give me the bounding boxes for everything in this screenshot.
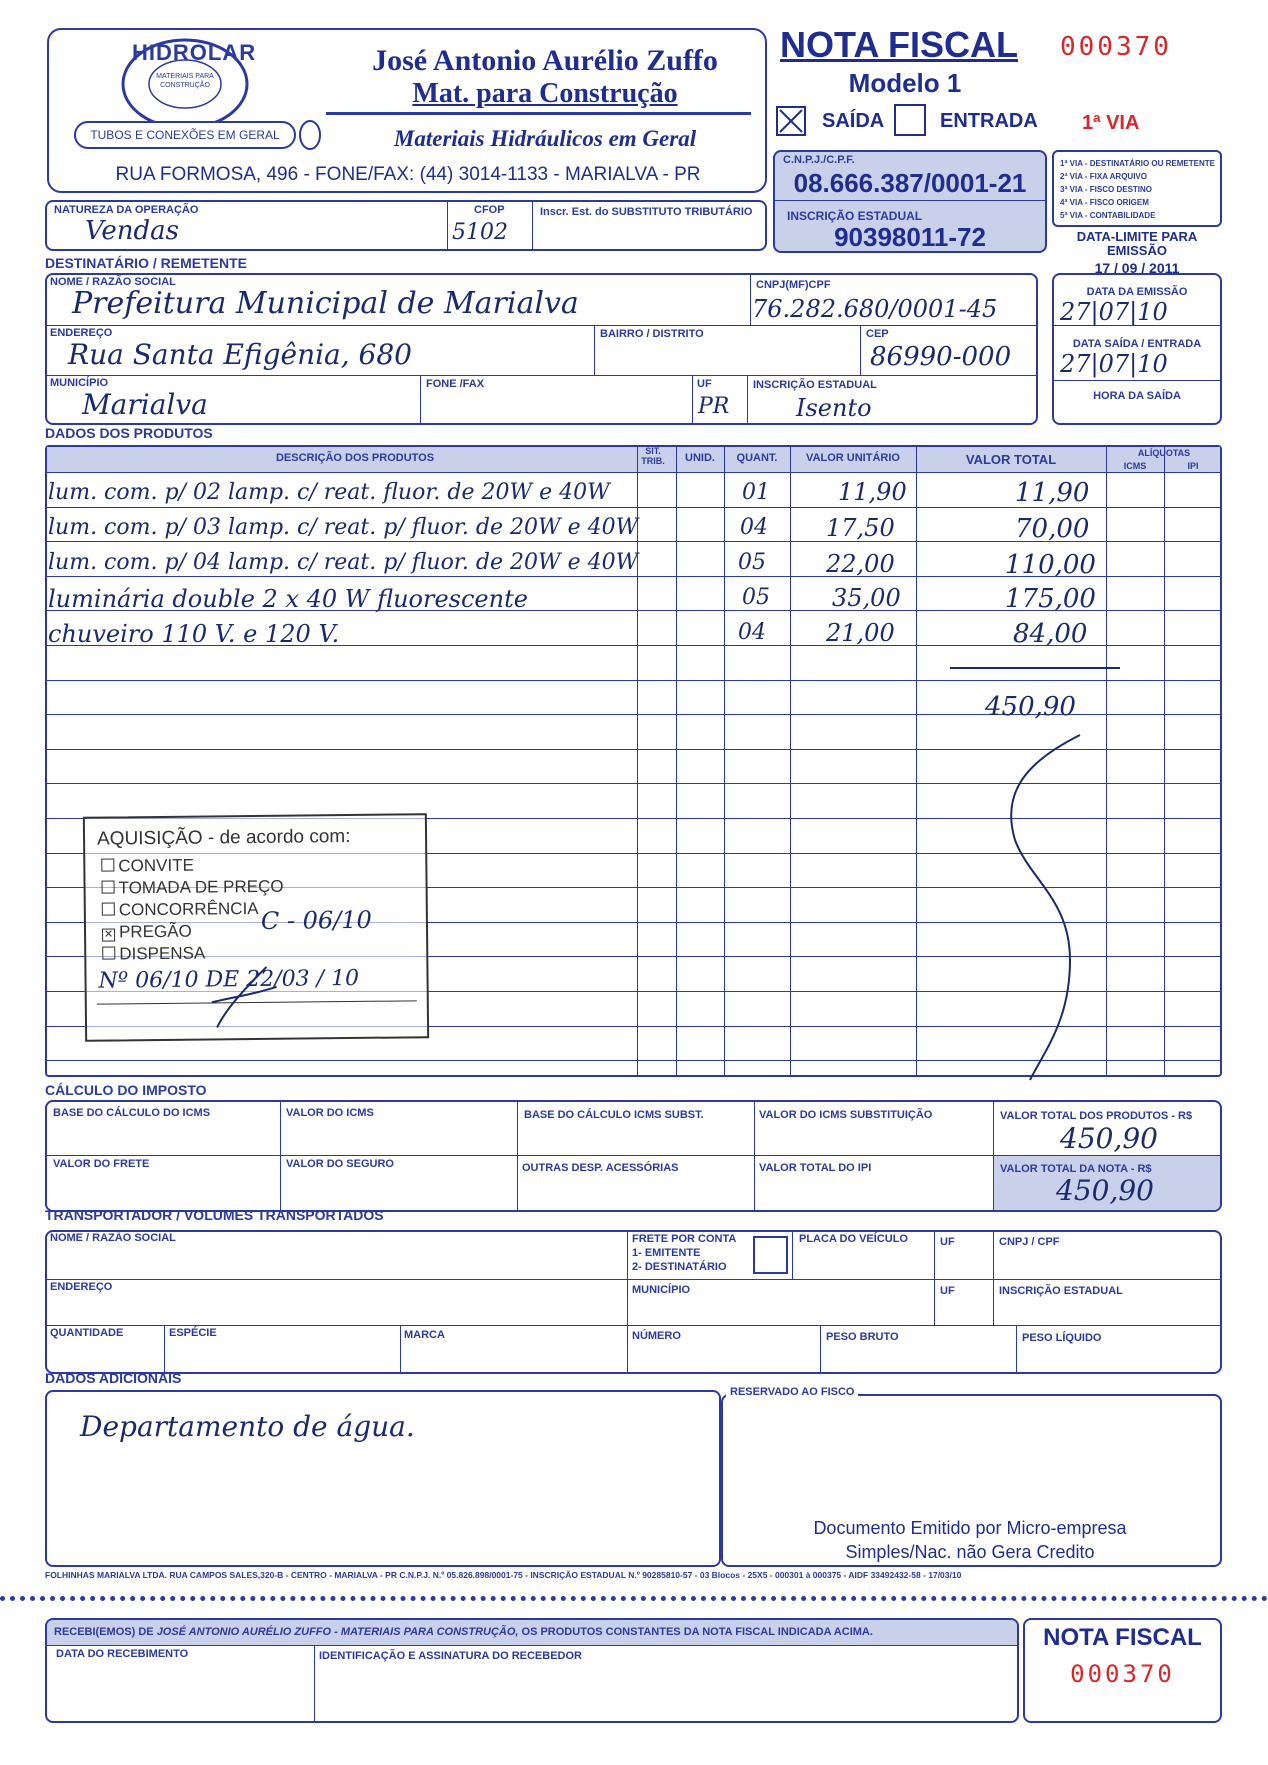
company-name: José Antonio Aurélio Zuffo (372, 44, 718, 77)
receipt-divider (45, 1645, 1019, 1646)
col-header-unit: VALOR UNITÁRIO (806, 452, 900, 464)
product-total: 110,00 (1005, 550, 1096, 580)
stamp-option (102, 922, 192, 943)
recipient-cnpj-value: 76.282.680/0001-45 (752, 295, 998, 323)
tax-section-title: CÁLCULO DO IMPOSTO (45, 1082, 207, 1098)
via-item: 3ª VIA - FISCO DESTINO (1060, 185, 1153, 194)
deadline-label: DATA-LIMITE PARA EMISSÃO (1076, 229, 1198, 258)
product-quant: 05 (738, 550, 766, 575)
product-unit: 22,00 (826, 550, 895, 578)
transport-ie-label: INSCRIÇÃO ESTADUAL (999, 1285, 1123, 1297)
company-line2: Mat. para Construção (412, 78, 678, 109)
products-sum: 450,90 (985, 692, 1076, 722)
receipt-statement-company: JOSÉ ANTONIO AURÉLIO ZUFFO - MATERIAIS PARA CONSTRUÇÃO, (156, 1626, 519, 1638)
saida-date-label: DATA SAÍDA / ENTRADA (1072, 338, 1202, 350)
company-address: RUA FORMOSA, 496 - FONE/FAX: (44) 3014-1133 - MARIALVA - PR (115, 164, 701, 185)
stamp-option-label: PREGÃO (118, 921, 192, 942)
receipt-doc-title: NOTA FISCAL (1043, 1624, 1202, 1651)
doc-number: 000370 (1060, 32, 1172, 62)
col-header-aliq: ALÍQUOTAS (1137, 448, 1191, 458)
receipt-col-line (314, 1645, 315, 1723)
product-desc: lum. com. p/ 03 lamp. c/ reat. p/ fluor. de 20W e 40W (48, 515, 639, 540)
company-tagline: Materiais Hidráulicos em Geral (393, 126, 697, 151)
stamp-option-label: CONCORRÊNCIA (118, 898, 259, 920)
tax-col-line (754, 1100, 755, 1212)
recipient-municipio-label: MUNICÍPIO (50, 377, 109, 389)
products-row-line (47, 680, 1220, 681)
printer-line: FOLHINHAS MARIALVA LTDA. RUA CAMPOS SALES,320-B - CENTRO - MARIALVA - PR C.N.P.J. N.º 05.826.898/0001-75 - INSCRIÇÃO ESTADUAL N.º 90285810-57 - 03 Blocos - 25X5 - 000301 à 000375 - AIDF 33492432-58 - 17/03/10 (45, 1570, 962, 1580)
issuer-ie-value: 90398011-72 (834, 222, 986, 252)
frete-emitente-label: 1- EMITENTE (632, 1247, 701, 1259)
transport-col-line (1016, 1325, 1017, 1374)
receipt-statement (54, 1626, 873, 1638)
total-nota-label: VALOR TOTAL DA NOTA - R$ (1000, 1163, 1152, 1175)
tax-row-line (45, 1155, 1222, 1156)
product-unit: 11,90 (838, 478, 907, 506)
company-logo (70, 36, 330, 156)
via-item: 2ª VIA - FIXA ARQUIVO (1060, 172, 1147, 181)
valor-icms-label: VALOR DO ICMS (286, 1107, 374, 1119)
transport-name-label: NOME / RAZÃO SOCIAL (50, 1232, 176, 1244)
cfop-value: 5102 (452, 220, 508, 245)
recipient-ie-value: Isento (796, 394, 872, 422)
base-subst-label: BASE DO CÁLCULO ICMS SUBST. (524, 1109, 704, 1121)
receipt-signature-label: IDENTIFICAÇÃO E ASSINATURA DO RECEBEDOR (319, 1650, 582, 1662)
recipient-col-line (420, 375, 421, 425)
col-header-quant: QUANT. (736, 452, 778, 464)
product-total: 84,00 (1013, 619, 1088, 649)
stamp-option (102, 899, 259, 921)
recipient-section-title: DESTINATÁRIO / REMETENTE (45, 255, 247, 271)
transport-row-line (45, 1279, 1222, 1280)
stamp-option-label: TOMADA DE PREÇO (118, 876, 284, 898)
saida-date-value: 27|07|10 (1060, 350, 1168, 378)
via-mark: 1ª VIA (1082, 112, 1140, 134)
deadline-value: 17 / 09 / 2011 (1094, 260, 1180, 276)
emissao-value: 27|07|10 (1060, 298, 1168, 326)
recipient-row-line (45, 375, 1038, 376)
col-header-sit: SIT. TRIB. (641, 446, 665, 466)
especie-label: ESPÉCIE (169, 1327, 217, 1339)
tax-col-line (517, 1100, 518, 1212)
transport-col-line (400, 1325, 401, 1374)
stamp-option (102, 944, 205, 965)
check-x-icon (778, 108, 804, 134)
micro-empresa-line1: Documento Emitido por Micro-empresa (813, 1518, 1127, 1538)
receipt-statement-post: OS PRODUTOS CONSTANTES DA NOTA FISCAL INDICADA ACIMA. (518, 1626, 873, 1638)
stamp-checkbox[interactable] (102, 946, 115, 959)
handwritten-bracket (990, 730, 1090, 1090)
tax-col-line (280, 1100, 281, 1212)
via-item: 1ª VIA - DESTINATÁRIO OU REMETENTE (1060, 159, 1215, 168)
stamp-note: C - 06/10 (260, 905, 372, 935)
total-nota-value: 450,90 (1056, 1174, 1154, 1207)
peso-bruto-label: PESO BRUTO (826, 1331, 899, 1343)
recipient-row-line (45, 325, 1038, 326)
stamp-number-line: Nº 06/10 DE 22/03 / 10 (98, 965, 360, 994)
stamp-checkbox[interactable] (102, 902, 115, 915)
entrada-label: ENTRADA (940, 110, 1038, 132)
logo-sub: MATERIAIS PARA CONSTRUÇÃO (156, 73, 214, 89)
issuer-ie-label: INSCRIÇÃO ESTADUAL (787, 209, 923, 223)
frete-destinatario-label: 2- DESTINATÁRIO (632, 1261, 727, 1273)
transport-col-line (792, 1230, 793, 1279)
stamp-checkbox[interactable] (101, 858, 114, 871)
stamp-option (101, 877, 283, 899)
transport-col-line (934, 1230, 935, 1325)
natureza-value: Vendas (85, 216, 180, 246)
transport-cnpj-label: CNPJ / CPF (999, 1236, 1060, 1248)
product-desc: chuveiro 110 V. e 120 V. (48, 620, 340, 648)
products-section-title: DADOS DOS PRODUTOS (45, 425, 213, 441)
col-header-icms: ICMS (1123, 461, 1147, 471)
recipient-cep-label: CEP (866, 328, 889, 340)
numero-label: NÚMERO (632, 1330, 681, 1342)
frete-checkbox[interactable] (753, 1236, 788, 1274)
peso-liquido-label: PESO LÍQUIDO (1022, 1332, 1102, 1344)
recipient-municipio-value: Marialva (82, 388, 208, 421)
transport-uf2-label: UF (940, 1285, 955, 1297)
col-header-unid: UNID. (685, 452, 715, 464)
stamp-option-label: DISPENSA (119, 943, 206, 964)
recipient-fone-label: FONE /FAX (426, 378, 485, 390)
product-quant: 04 (740, 515, 768, 540)
seguro-label: VALOR DO SEGURO (286, 1158, 394, 1170)
placa-label: PLACA DO VEÍCULO (799, 1233, 908, 1245)
tax-col-line (993, 1100, 994, 1212)
stamp-signature (206, 957, 287, 1038)
operation-divider (532, 200, 533, 251)
recipient-ie-label: INSCRIÇÃO ESTADUAL (753, 379, 877, 391)
vias-box (1052, 150, 1222, 227)
recipient-name-label: NOME / RAZÃO SOCIAL (50, 276, 176, 288)
recipient-col-line (747, 375, 748, 425)
via-item: 5ª VIA - CONTABILIDADE (1060, 211, 1156, 220)
micro-empresa-line2: Simples/Nac. não Gera Credito (845, 1542, 1095, 1562)
recipient-bairro-label: BAIRRO / DISTRITO (600, 328, 704, 340)
recipient-name-value: Prefeitura Municipal de Marialva (72, 286, 579, 321)
col-header-total: VALOR TOTAL (965, 452, 1057, 467)
product-quant: 04 (738, 620, 766, 645)
natureza-label: NATUREZA DA OPERAÇÃO (54, 204, 199, 216)
sum-rule (950, 667, 1120, 669)
recipient-col-line (750, 273, 751, 325)
operation-divider (447, 200, 448, 251)
product-total: 175,00 (1005, 584, 1096, 614)
recipient-address-label: ENDEREÇO (50, 327, 113, 339)
stamp-option-label: CONVITE (118, 855, 195, 876)
issuer-cnpj-value: 08.666.387/0001-21 (793, 168, 1027, 198)
receipt-doc-number: 000370 (1070, 1660, 1175, 1688)
transport-uf-label: UF (940, 1236, 955, 1248)
issuer-id-divider (773, 200, 1047, 201)
cfop-label: CFOP (474, 204, 505, 216)
emissao-label: DATA DA EMISSÃO (1086, 286, 1188, 298)
frete-conta-label: FRETE POR CONTA (632, 1233, 737, 1245)
recipient-col-line (594, 325, 595, 375)
transport-municipio-label: MUNICÍPIO (632, 1284, 691, 1296)
recipient-cep-value: 86990-000 (870, 342, 1012, 372)
transport-col-line (164, 1325, 165, 1374)
product-desc: lum. com. p/ 02 lamp. c/ reat. fluor. de 20W e 40W (48, 480, 610, 505)
quantidade-label: QUANTIDADE (50, 1327, 124, 1339)
product-desc: luminária double 2 x 40 W fluorescente (48, 585, 528, 613)
logo-brand: HIDROLAR (132, 40, 257, 65)
transport-row-line (45, 1325, 1222, 1326)
product-quant: 05 (742, 585, 770, 610)
issuer-cnpj-label: C.N.P.J./C.P.F. (783, 154, 855, 166)
hora-label: HORA DA SAÍDA (1093, 390, 1181, 402)
marca-label: MARCA (404, 1329, 445, 1341)
transport-section-title: TRANSPORTADOR / VOLUMES TRANSPORTADOS (45, 1207, 384, 1223)
product-quant: 01 (742, 480, 770, 505)
fisco-label: RESERVADO AO FISCO (726, 1386, 858, 1398)
saida-checkbox[interactable] (776, 106, 806, 136)
doc-title: NOTA FISCAL (780, 24, 1018, 65)
additional-section-title: DADOS ADICIONAIS (45, 1370, 182, 1386)
ipi-total-label: VALOR TOTAL DO IPI (759, 1162, 872, 1174)
outras-label: OUTRAS DESP. ACESSÓRIAS (522, 1162, 679, 1174)
product-unit: 21,00 (826, 619, 895, 647)
transport-col-line (820, 1325, 821, 1374)
logo-tube-text: TUBOS E CONEXÕES EM GERAL (90, 128, 280, 142)
transport-address-label: ENDEREÇO (50, 1281, 113, 1293)
subst-label: Inscr. Est. do SUBSTITUTO TRIBUTÁRIO (540, 206, 753, 218)
header-rule (326, 112, 751, 115)
product-desc: lum. com. p/ 04 lamp. c/ reat. p/ fluor. de 20W e 40W (48, 550, 639, 575)
product-total: 11,90 (1015, 478, 1090, 508)
stamp-checkbox-checked[interactable]: ✕ (103, 928, 114, 941)
dates-divider (1052, 380, 1222, 381)
col-header-ipi: IPI (1187, 461, 1199, 471)
additional-note: Departamento de água. (80, 1410, 415, 1443)
col-header-descricao: DESCRIÇÃO DOS PRODUTOS (275, 452, 435, 464)
via-item: 4ª VIA - FISCO ORIGEM (1060, 198, 1149, 207)
transport-col-line (993, 1230, 994, 1325)
total-produtos-label: VALOR TOTAL DOS PRODUTOS - R$ (1000, 1110, 1193, 1122)
recipient-uf-value: PR (698, 394, 730, 419)
model-label: Modelo 1 (848, 68, 962, 98)
base-icms-label: BASE DO CÁLCULO DO ICMS (53, 1107, 211, 1119)
entrada-checkbox[interactable] (894, 104, 926, 136)
stamp-checkbox[interactable] (102, 880, 115, 893)
receipt-date-label: DATA DO RECEBIMENTO (56, 1648, 189, 1660)
product-total: 70,00 (1015, 514, 1090, 544)
valor-subst-label: VALOR DO ICMS SUBSTITUIÇÃO (759, 1109, 933, 1121)
stamp-option (101, 856, 194, 877)
products-row-line (47, 472, 1220, 473)
frete-label: VALOR DO FRETE (53, 1158, 150, 1170)
transport-col-line (627, 1230, 628, 1374)
recipient-uf-label: UF (697, 378, 712, 390)
receipt-statement-pre: RECEBI(EMOS) DE (54, 1626, 157, 1638)
product-unit: 17,50 (826, 514, 895, 542)
perforation-line (0, 1596, 1268, 1601)
total-produtos-value: 450,90 (1060, 1122, 1158, 1155)
product-unit: 35,00 (832, 584, 901, 612)
acquisition-stamp (83, 813, 429, 1042)
stamp-title: AQUISIÇÃO - de acordo com: (96, 826, 351, 850)
recipient-col-line (692, 375, 693, 425)
recipient-cnpj-label: CNPJ(MF)CPF (756, 279, 831, 291)
recipient-col-line (860, 325, 861, 375)
recipient-address-value: Rua Santa Efigênia, 680 (68, 338, 412, 371)
saida-label: SAÍDA (822, 110, 885, 132)
